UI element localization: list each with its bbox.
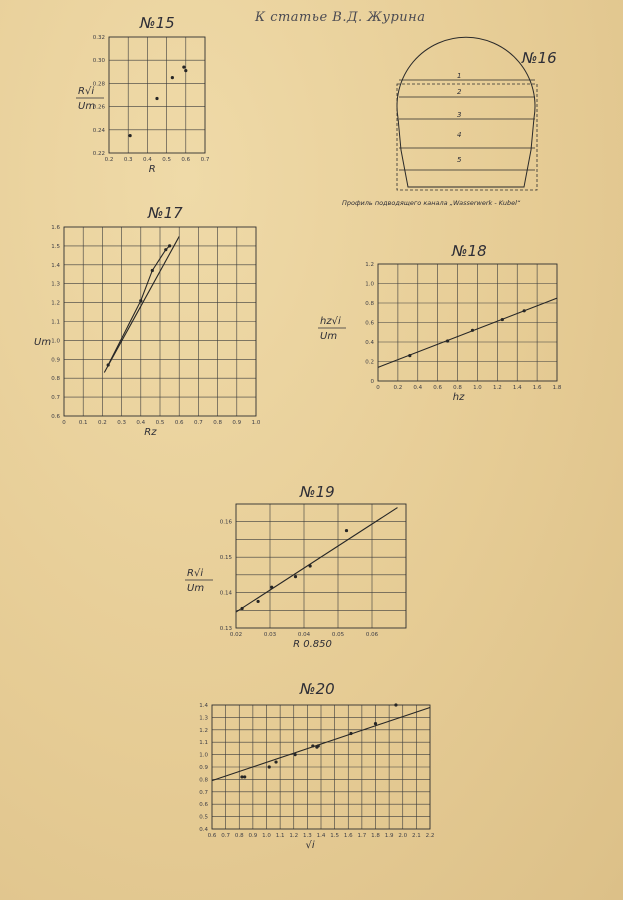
x-tick-label: 0.5	[162, 157, 171, 163]
y-tick-label: 0.26	[92, 104, 105, 111]
y-axis-label-denominator: Um	[320, 331, 338, 342]
y-tick-label: 0	[370, 379, 374, 385]
profile-outline	[397, 37, 535, 187]
chart-19-fit-line	[236, 508, 398, 613]
y-tick-label: 1.6	[51, 225, 60, 231]
chart-19-group	[185, 483, 406, 650]
data-point	[107, 363, 110, 366]
data-point	[394, 703, 397, 706]
data-point	[408, 354, 411, 357]
x-tick-label: 1.0	[473, 385, 482, 391]
x-tick-label: 1.8	[371, 833, 380, 839]
x-tick-label: 1.9	[384, 833, 394, 839]
x-tick-label: 1.0	[262, 833, 271, 839]
chart-15-group	[76, 14, 210, 175]
chart-17-group	[34, 204, 261, 438]
y-tick-label: 0.6	[51, 414, 60, 420]
data-point	[155, 97, 158, 100]
y-tick-label: 1.0	[51, 338, 60, 345]
x-tick-label: 0.4	[136, 420, 146, 426]
data-point	[243, 775, 246, 778]
data-point	[270, 586, 273, 589]
chart-18-title: №18	[452, 242, 487, 260]
layer-label: 2	[457, 88, 462, 96]
x-tick-label: 1.5	[330, 833, 339, 839]
y-tick-label: 0.8	[365, 301, 374, 307]
profile-caption: Профиль подводящего канала „Wasserwerk - Kubel“	[342, 199, 521, 207]
data-point	[501, 318, 504, 321]
y-tick-label: 1.4	[199, 703, 208, 709]
x-axis-label: Rz	[144, 427, 157, 438]
y-tick-label: 0.8	[199, 777, 208, 784]
data-point	[311, 744, 314, 747]
y-tick-label: 1.0	[365, 281, 374, 288]
y-tick-label: 0.7	[199, 789, 208, 796]
data-point	[164, 248, 167, 251]
x-tick-label: 0.8	[453, 385, 462, 391]
x-tick-label: 1.6	[532, 385, 542, 391]
x-tick-label: 0.04	[297, 632, 311, 638]
data-point	[523, 309, 526, 312]
chart-20-title: №20	[300, 680, 335, 698]
x-tick-label: 0.7	[221, 833, 230, 839]
chart-18-group	[318, 242, 562, 403]
x-tick-label: 1.4	[512, 385, 522, 391]
x-tick-label: 0.02	[229, 632, 243, 638]
x-tick-label: 0.06	[365, 632, 379, 638]
y-axis-label-numerator: R√i	[187, 568, 204, 579]
data-point	[345, 529, 348, 532]
y-tick-label: 1.1	[199, 740, 208, 747]
y-tick-label: 0.9	[199, 765, 208, 771]
y-tick-label: 0.22	[92, 151, 105, 157]
chart-15-frame	[109, 37, 205, 153]
x-tick-label: 0.7	[200, 157, 210, 163]
data-point	[151, 269, 154, 272]
y-tick-label: 1.3	[51, 281, 60, 288]
y-tick-label: 1.3	[199, 715, 208, 722]
data-point	[139, 299, 142, 302]
data-point	[171, 76, 174, 79]
chart-19-grid	[236, 504, 406, 628]
data-point	[268, 765, 271, 768]
x-tick-label: 0.6	[207, 833, 217, 839]
data-point	[129, 134, 132, 137]
x-tick-label: 0.2	[98, 420, 107, 426]
x-tick-label: 0.4	[413, 385, 423, 391]
y-tick-label: 0.4	[365, 340, 374, 346]
x-tick-label: 0.2	[393, 385, 403, 391]
x-tick-label: 1.1	[275, 833, 285, 839]
x-tick-label: 1.7	[357, 833, 367, 839]
data-point	[182, 66, 185, 69]
y-tick-label: 0.15	[219, 555, 232, 562]
x-axis-label: R 0.850	[293, 639, 332, 650]
y-tick-label: 0.30	[92, 58, 105, 65]
data-point	[184, 69, 187, 72]
data-point	[446, 339, 449, 342]
y-tick-label: 0.13	[219, 626, 232, 632]
x-tick-label: 0.3	[117, 420, 126, 426]
y-tick-label: 0.32	[92, 35, 105, 41]
x-tick-label: 1.2	[492, 385, 502, 391]
chart-20-grid	[212, 705, 430, 829]
x-tick-label: 0	[62, 420, 66, 426]
x-tick-label: 2.1	[412, 833, 421, 839]
x-tick-label: 0.8	[234, 833, 244, 839]
chart-17-grid	[64, 227, 256, 416]
data-point	[257, 600, 260, 603]
chart-15-title: №15	[140, 14, 175, 32]
y-tick-label: 0.2	[365, 359, 374, 366]
chart-17-fit-line	[104, 236, 179, 372]
y-axis-label-denominator: Um	[187, 583, 205, 594]
y-tick-label: 0.8	[51, 376, 60, 383]
x-tick-label: 0.2	[104, 157, 114, 163]
page-header: К статье В.Д. Журина	[255, 10, 426, 25]
y-tick-label: 1.4	[51, 262, 60, 269]
y-tick-label: 0.14	[219, 590, 232, 597]
x-tick-label: 0.6	[433, 385, 443, 391]
x-tick-label: 1.4	[316, 833, 326, 839]
y-tick-label: 1.1	[51, 319, 60, 326]
chart-17-title: №17	[148, 204, 183, 222]
chart-16-title: №16	[522, 49, 557, 67]
x-tick-label: 1.6	[343, 833, 353, 839]
x-tick-label: 1.3	[303, 833, 312, 839]
data-point	[241, 607, 244, 610]
data-point	[471, 329, 474, 332]
chart-17-curve	[108, 246, 169, 365]
x-tick-label: 0.9	[232, 420, 242, 426]
data-point	[374, 722, 377, 725]
layer-label: 1	[457, 72, 462, 80]
x-tick-label: 0.1	[78, 420, 88, 426]
y-tick-label: 0.5	[199, 814, 208, 821]
chart-19-title: №19	[300, 483, 335, 501]
x-tick-label: 1.0	[251, 420, 261, 426]
x-tick-label: 0.8	[213, 420, 222, 426]
chart-19-frame	[236, 504, 406, 628]
y-tick-label: 1.2	[199, 727, 208, 734]
x-tick-label: 0.05	[331, 632, 345, 638]
x-tick-label: 1.2	[289, 833, 299, 839]
data-point	[349, 732, 352, 735]
x-tick-label: 1.8	[552, 385, 562, 391]
x-tick-label: 0.03	[263, 632, 277, 638]
y-tick-label: 0.6	[365, 320, 374, 327]
x-tick-label: 0.3	[123, 157, 133, 163]
chart-15-grid	[109, 37, 205, 153]
chart-20-group	[199, 680, 434, 851]
y-axis-label-denominator: Um	[78, 101, 96, 112]
data-point	[274, 760, 277, 763]
y-tick-label: 1.2	[51, 300, 60, 307]
chart-18-fit-line	[378, 298, 557, 367]
data-point	[168, 244, 171, 247]
chart-16-group	[342, 37, 557, 207]
x-tick-label: 2.2	[425, 833, 435, 839]
y-tick-label: 0.6	[199, 802, 208, 809]
y-tick-label: 0.4	[199, 827, 208, 833]
profile-dashed-box	[397, 84, 537, 190]
x-tick-label: 2.0	[398, 833, 408, 839]
y-axis-label-numerator: hz√i	[320, 316, 341, 327]
x-tick-label: 0.9	[248, 833, 258, 839]
x-tick-label: 0	[376, 385, 380, 391]
y-tick-label: 0.16	[219, 519, 232, 526]
x-axis-label: √i	[305, 840, 315, 851]
x-tick-label: 0.4	[143, 157, 152, 163]
layer-label: 3	[457, 111, 462, 119]
data-point	[317, 744, 320, 747]
data-point	[294, 575, 297, 578]
y-tick-label: 1.5	[51, 243, 60, 250]
layer-label: 4	[457, 131, 462, 139]
x-tick-label: 0.6	[181, 157, 191, 163]
y-tick-label: 1.0	[199, 752, 208, 759]
y-tick-label: 0.9	[51, 357, 60, 364]
y-tick-label: 0.28	[92, 81, 105, 88]
data-point	[240, 775, 243, 778]
layer-label: 5	[457, 156, 462, 164]
y-tick-label: 0.24	[92, 127, 105, 134]
x-axis-label: R	[148, 164, 156, 175]
y-tick-label: 0.7	[51, 395, 60, 402]
y-axis-label-numerator: R√i	[78, 86, 95, 97]
x-axis-label: hz	[452, 392, 465, 403]
x-tick-label: 0.6	[174, 420, 184, 426]
chart-18-grid	[378, 264, 557, 381]
x-tick-label: 0.5	[155, 420, 165, 426]
data-point	[294, 753, 297, 756]
y-tick-label: 1.2	[365, 262, 374, 268]
y-axis-label: Um	[34, 337, 52, 348]
x-tick-label: 0.7	[194, 420, 203, 426]
data-point	[309, 564, 312, 567]
